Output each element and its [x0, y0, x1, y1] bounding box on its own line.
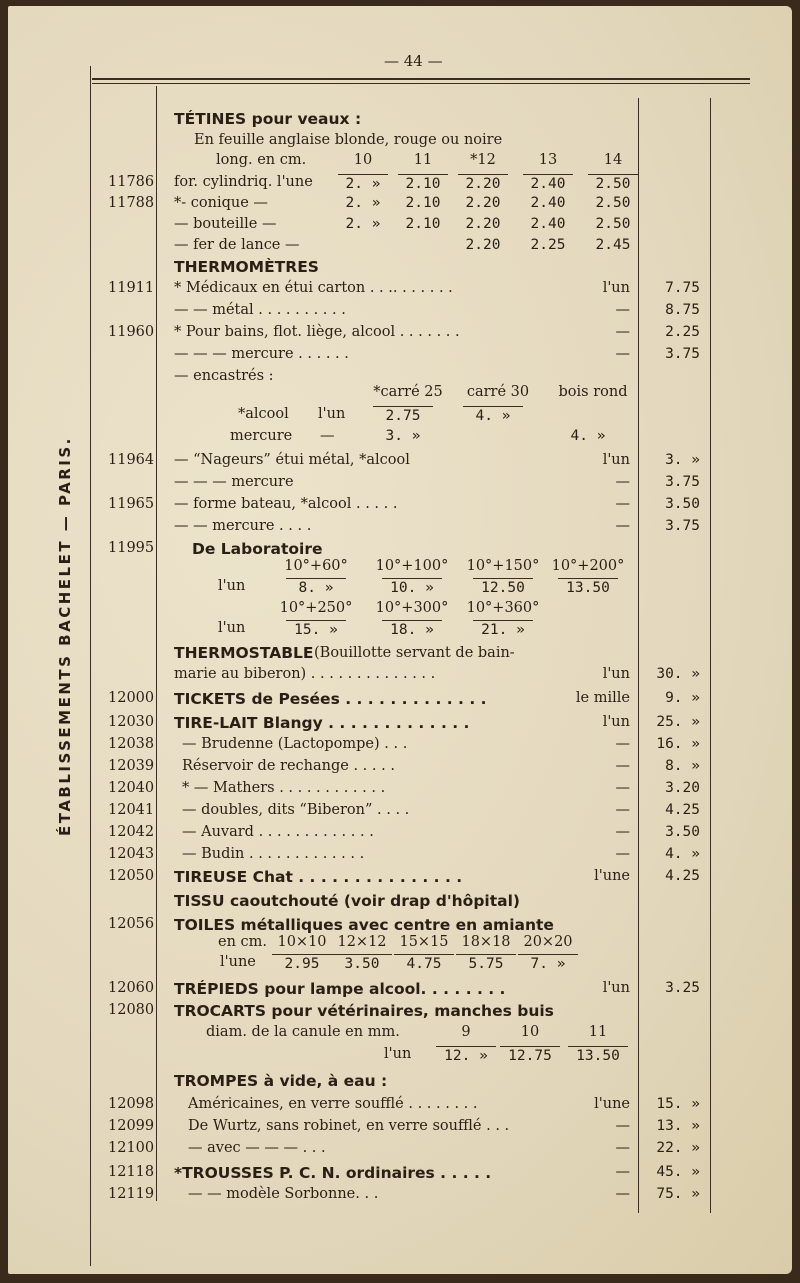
- item-unit: —: [615, 324, 630, 340]
- item-unit: l'un: [602, 980, 630, 996]
- item-unit: le mille: [575, 690, 630, 706]
- trocarts-unit: l'un: [384, 1046, 412, 1062]
- item-price: 45. »: [656, 1164, 700, 1180]
- item-ref: 11911: [108, 280, 155, 296]
- item-label: TRÉPIEDS pour lampe alcool. . . . . . . .: [174, 980, 506, 998]
- tetines-price: 2.10: [398, 174, 448, 192]
- tetines-price: 2.10: [405, 195, 441, 211]
- item-unit: —: [615, 1186, 630, 1202]
- item-unit: l'un: [602, 666, 630, 682]
- item-label: THERMOMÈTRES: [174, 258, 319, 276]
- item-label: TISSU caoutchouté (voir drap d'hôpital): [174, 892, 520, 910]
- item-ref: 11964: [108, 452, 155, 468]
- item-ref: 11786: [108, 174, 155, 190]
- item-label: De Wurtz, sans robinet, en verre soufflé . . .: [188, 1118, 510, 1134]
- item-label: — Auvard . . . . . . . . . . . . .: [182, 824, 374, 840]
- encastres-header: carré 30: [466, 384, 530, 400]
- item-ref: 12098: [108, 1096, 155, 1112]
- encastres-price: 2.75: [373, 406, 433, 424]
- tetines-price: 2.20: [458, 174, 508, 192]
- item-ref: 12030: [108, 714, 155, 730]
- toiles-lead: en cm.: [218, 934, 268, 950]
- item-unit: —: [615, 474, 630, 490]
- item-label: — “Nageurs” étui métal, *alcool: [174, 452, 410, 468]
- item-price: 3.75: [665, 518, 700, 534]
- item-ref: 12099: [108, 1118, 155, 1134]
- item-label: Réservoir de rechange . . . . .: [182, 758, 395, 774]
- trocarts-price: 13.50: [568, 1046, 628, 1064]
- trocarts-size-header: 11: [588, 1024, 608, 1040]
- item-label: TIREUSE Chat . . . . . . . . . . . . . . .: [174, 868, 463, 886]
- toiles-size-header: 10×10: [277, 934, 327, 950]
- item-label: — doubles, dits “Biberon” . . . .: [182, 802, 410, 818]
- encastres-price: 4. »: [463, 406, 523, 424]
- toiles-price: 3.50: [332, 954, 392, 972]
- tetines-size-header: 14: [603, 152, 623, 168]
- item-unit: —: [615, 518, 630, 534]
- item-unit: l'un: [602, 280, 630, 296]
- encastres-mercure-label: mercure: [230, 428, 293, 444]
- item-unit: —: [615, 758, 630, 774]
- item-label: TICKETS de Pesées . . . . . . . . . . . . .: [174, 690, 487, 708]
- tetines-size-label: long. en cm.: [216, 152, 307, 168]
- item-label: — Brudenne (Lactopompe) . . .: [182, 736, 408, 752]
- item-price: 3.25: [665, 980, 700, 996]
- encastres-header: *carré 25: [373, 384, 443, 400]
- item-unit: l'un: [602, 714, 630, 730]
- item-label: — — — mercure: [174, 474, 294, 490]
- item-label: THERMOSTABLE: [174, 644, 314, 662]
- labo-unit: l'un: [218, 620, 246, 636]
- item-price: 3.75: [665, 346, 700, 362]
- labo-price: 10. »: [382, 578, 442, 596]
- item-ref: 11995: [108, 540, 155, 556]
- labo-range-header: 10°+360°: [466, 600, 540, 616]
- labo-range-header: 10°+250°: [279, 600, 353, 616]
- tetines-price: 2.50: [595, 216, 631, 232]
- rule-ref: [156, 86, 157, 1201]
- encastres-price: 4. »: [570, 428, 606, 444]
- toiles-size-header: 18×18: [461, 934, 511, 950]
- item-label: * Médicaux en étui carton . . .. . . . . . .: [174, 280, 453, 296]
- item-ref: 11965: [108, 496, 155, 512]
- labo-range-header: 10°+200°: [551, 558, 625, 574]
- item-ref: 12042: [108, 824, 155, 840]
- toiles-size-header: 20×20: [523, 934, 573, 950]
- tetines-variant-label: *- conique —: [174, 195, 268, 211]
- top-rule: [92, 78, 750, 80]
- item-price: 30. »: [656, 666, 700, 682]
- item-label: TOILES métalliques avec centre en amiante: [174, 916, 554, 934]
- item-label-continued: (Bouillotte servant de bain-: [314, 645, 515, 661]
- item-ref: 12038: [108, 736, 155, 752]
- item-label: * Pour bains, flot. liège, alcool . . . . . . .: [174, 324, 460, 340]
- encastres-header: bois rond: [558, 384, 628, 400]
- tetines-price: 2.50: [588, 174, 638, 192]
- item-ref: 12080: [108, 1002, 155, 1018]
- tetines-price: 2.40: [530, 195, 566, 211]
- item-label: TROCARTS pour vétérinaires, manches buis: [174, 1002, 554, 1020]
- rule-left: [90, 66, 91, 1266]
- labo-price: 12.50: [473, 578, 533, 596]
- item-price: 15. »: [656, 1096, 700, 1112]
- tetines-price: 2. »: [338, 174, 388, 192]
- toiles-price: 7. »: [518, 954, 578, 972]
- item-unit: —: [615, 1118, 630, 1134]
- labo-range-header: 10°+150°: [466, 558, 540, 574]
- tetines-price: 2. »: [345, 216, 381, 232]
- item-unit: —: [615, 302, 630, 318]
- item-label: — Budin . . . . . . . . . . . . .: [182, 846, 365, 862]
- encastres-unit: —: [320, 428, 335, 444]
- section-title-tetines: TÉTINES pour veaux :: [174, 110, 362, 128]
- item-unit: l'un: [602, 452, 630, 468]
- item-price: 3.75: [665, 474, 700, 490]
- tetines-price: 2. »: [345, 195, 381, 211]
- tetines-variant-label: — bouteille —: [174, 216, 277, 232]
- labo-price: 18. »: [382, 620, 442, 638]
- labo-unit: l'un: [218, 578, 246, 594]
- labo-price: 13.50: [558, 578, 618, 596]
- item-price: 4.25: [665, 868, 700, 884]
- tetines-price: 2.20: [465, 195, 501, 211]
- item-label: — — mercure . . . .: [174, 518, 312, 534]
- toiles-size-header: 12×12: [337, 934, 387, 950]
- page-number: — 44 —: [384, 52, 443, 70]
- item-unit: —: [615, 736, 630, 752]
- labo-price: 8. »: [286, 578, 346, 596]
- catalog-page: [8, 6, 792, 1274]
- tetines-size-header: *12: [470, 152, 496, 168]
- item-price: 9. »: [665, 690, 700, 706]
- labo-price: 15. »: [286, 620, 346, 638]
- item-unit: —: [615, 346, 630, 362]
- item-ref: 12000: [108, 690, 155, 706]
- tetines-size-header: 13: [538, 152, 558, 168]
- item-price: 16. »: [656, 736, 700, 752]
- item-label: TROMPES à vide, à eau :: [174, 1072, 388, 1090]
- tetines-price: 2.45: [595, 237, 631, 253]
- item-unit: —: [615, 1140, 630, 1156]
- labo-price: 21. »: [473, 620, 533, 638]
- item-unit: l'une: [594, 1096, 630, 1112]
- toiles-unit: l'une: [220, 954, 256, 970]
- item-ref: 12050: [108, 868, 155, 884]
- item-ref: 12039: [108, 758, 155, 774]
- item-ref: 12056: [108, 916, 155, 932]
- item-unit: —: [615, 802, 630, 818]
- tetines-price: 2.20: [465, 237, 501, 253]
- item-label: TIRE-LAIT Blangy . . . . . . . . . . . . .: [174, 714, 470, 732]
- item-unit: —: [615, 846, 630, 862]
- item-ref: 12041: [108, 802, 155, 818]
- item-ref: 12060: [108, 980, 155, 996]
- toiles-size-header: 15×15: [399, 934, 449, 950]
- rule-price: [638, 98, 639, 1213]
- item-ref: 12119: [108, 1186, 155, 1202]
- tetines-variant-label: — fer de lance —: [174, 237, 300, 253]
- item-price: 4. »: [665, 846, 700, 862]
- item-unit: —: [615, 1164, 630, 1180]
- item-price: 4.25: [665, 802, 700, 818]
- item-label: — encastrés :: [174, 368, 274, 384]
- item-ref: 11788: [108, 195, 155, 211]
- labo-range-header: 10°+300°: [375, 600, 449, 616]
- item-ref: 11960: [108, 324, 155, 340]
- item-price: 22. »: [656, 1140, 700, 1156]
- item-ref: 12043: [108, 846, 155, 862]
- tetines-price: 2.40: [530, 216, 566, 232]
- item-label: * — Mathers . . . . . . . . . . . .: [182, 780, 386, 796]
- tetines-description: En feuille anglaise blonde, rouge ou noire: [194, 132, 503, 148]
- item-price: 13. »: [656, 1118, 700, 1134]
- item-price: 8. »: [665, 758, 700, 774]
- rule-right: [710, 98, 711, 1213]
- tetines-price: 2.40: [523, 174, 573, 192]
- toiles-price: 4.75: [394, 954, 454, 972]
- item-price: 8.75: [665, 302, 700, 318]
- item-unit: —: [615, 780, 630, 796]
- item-ref: 12100: [108, 1140, 155, 1156]
- item-price: 2.25: [665, 324, 700, 340]
- trocarts-price: 12.75: [500, 1046, 560, 1064]
- encastres-price: 3. »: [385, 428, 421, 444]
- item-price: 3.50: [665, 824, 700, 840]
- item-label: — avec — — — . . .: [188, 1140, 326, 1156]
- item-price: 75. »: [656, 1186, 700, 1202]
- tetines-price: 2.20: [465, 216, 501, 232]
- item-price: 3.20: [665, 780, 700, 796]
- toiles-price: 5.75: [456, 954, 516, 972]
- item-price: 3. »: [665, 452, 700, 468]
- item-label: — forme bateau, *alcool . . . . .: [174, 496, 398, 512]
- tetines-variant-label: for. cylindriq. l'une: [174, 174, 313, 190]
- encastres-alcool-label: *alcool: [238, 406, 289, 422]
- item-unit: —: [615, 496, 630, 512]
- toiles-price: 2.95: [272, 954, 332, 972]
- item-label: marie au biberon) . . . . . . . . . . . . . .: [174, 666, 436, 682]
- item-price: 25. »: [656, 714, 700, 730]
- item-label: — — métal . . . . . . . . . .: [174, 302, 346, 318]
- item-unit: —: [615, 824, 630, 840]
- tetines-price: 2.10: [405, 216, 441, 232]
- item-label: Américaines, en verre soufflé . . . . . . . .: [188, 1096, 478, 1112]
- top-rule-thin: [92, 83, 750, 84]
- publisher-side-text: ÉTABLISSEMENTS BACHELET — PARIS.: [56, 436, 74, 836]
- trocarts-size-header: 10: [520, 1024, 540, 1040]
- item-label: De Laboratoire: [192, 540, 323, 558]
- tetines-price: 2.50: [595, 195, 631, 211]
- item-unit: l'une: [594, 868, 630, 884]
- trocarts-lead: diam. de la canule en mm.: [206, 1024, 400, 1040]
- trocarts-price: 12. »: [436, 1046, 496, 1064]
- item-ref: 12040: [108, 780, 155, 796]
- labo-range-header: 10°+100°: [375, 558, 449, 574]
- item-price: 7.75: [665, 280, 700, 296]
- trocarts-size-header: 9: [461, 1024, 471, 1040]
- labo-range-header: 10°+60°: [284, 558, 348, 574]
- item-ref: 12118: [108, 1164, 155, 1180]
- encastres-unit: l'un: [318, 406, 346, 422]
- tetines-size-header: 11: [413, 152, 433, 168]
- item-label: — — modèle Sorbonne. . .: [188, 1186, 379, 1202]
- tetines-size-header: 10: [353, 152, 373, 168]
- item-label: — — — mercure . . . . . .: [174, 346, 349, 362]
- item-price: 3.50: [665, 496, 700, 512]
- item-label: *TROUSSES P. C. N. ordinaires . . . . .: [174, 1164, 492, 1182]
- tetines-price: 2.25: [530, 237, 566, 253]
